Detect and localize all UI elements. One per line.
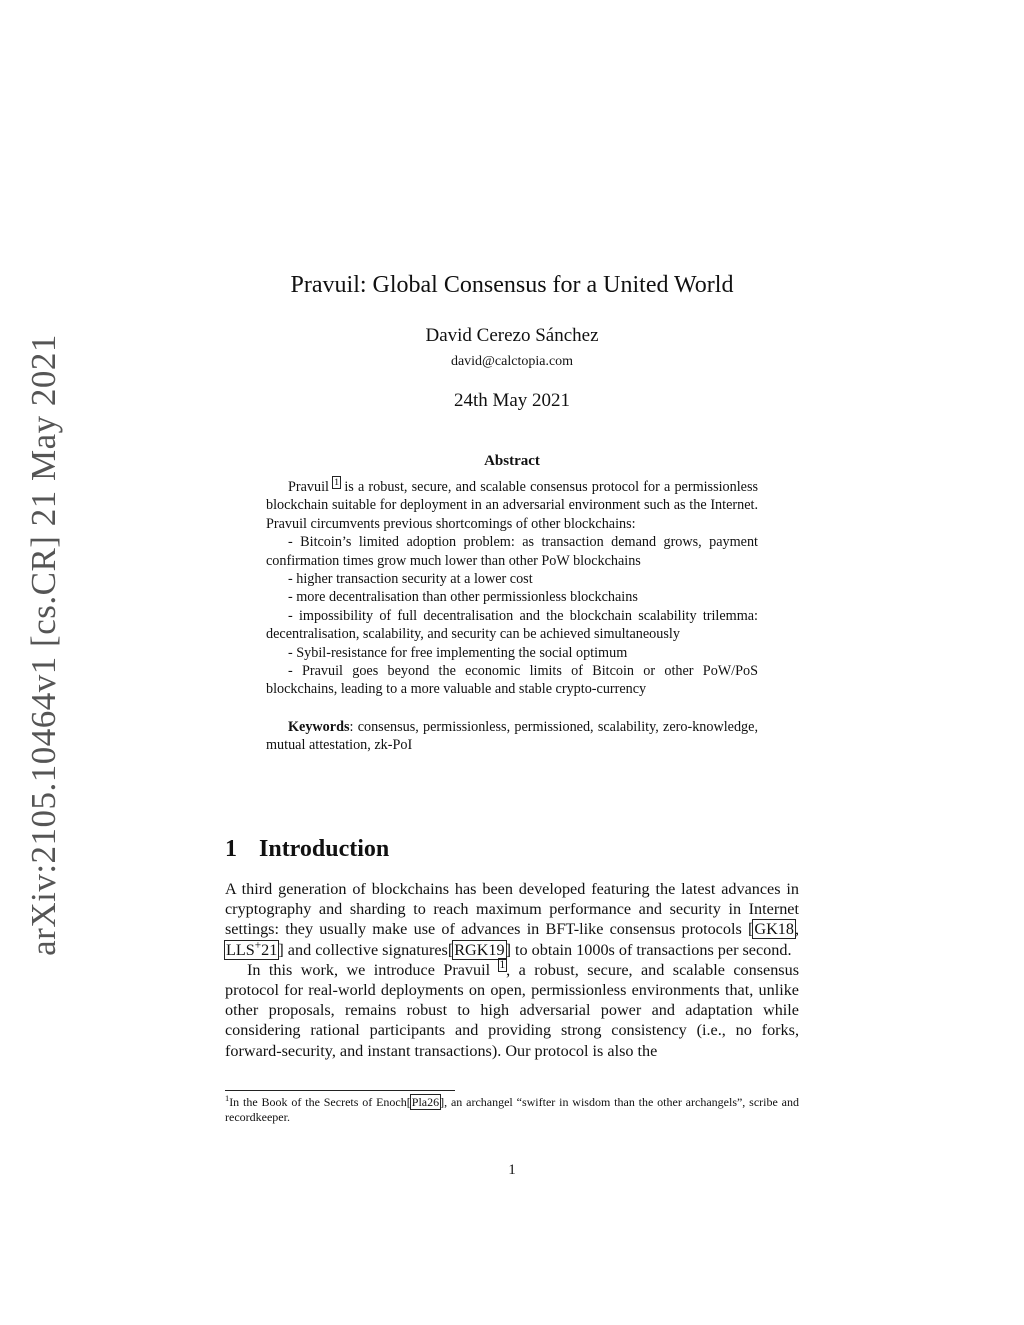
introduction-body [225, 879, 799, 1061]
section-heading [225, 836, 389, 863]
keywords [266, 718, 758, 755]
citation-lls21-sup: + [254, 939, 262, 952]
abstract-item: - higher transaction security at a lower cost [288, 571, 533, 588]
abstract-body [266, 478, 758, 755]
abstract-item: - impossibility of full decentralisation and the blockchain scalability trilemma: decentralisation, scalability, and security can be achieved simultaneously [266, 607, 758, 643]
footnote: $^1$In the Book of the Secrets of Enoch[Pla26], an archangel “swifter in wisdom than the other archangels”, scribe and recordkeeper. [225, 1094, 799, 1125]
citation-rgk19[interactable]: RGK19 [454, 940, 505, 959]
keywords-label: Keywords [288, 718, 350, 735]
abstract-item: - Sybil-resistance for free implementing the social optimum [288, 644, 628, 661]
footnote-link[interactable]: 1 [499, 959, 506, 972]
abstract-intro-start: Pravuil [288, 479, 334, 495]
page-number: 1 [508, 1162, 516, 1178]
keywords-list: : consensus, permissionless, permissioned, scalability, zero-knowledge, mutual attestation, zk-PoI [266, 718, 758, 754]
abstract-item: - Pravuil goes beyond the economic limits of Bitcoin or other PoW/PoS blockchains, leading to a more valuable and stable crypto-currency [266, 663, 758, 698]
citation-separator: , [794, 920, 799, 939]
author-email: david@calctopia.com [450, 354, 574, 369]
abstract-item: - more decentralisation than other permissionless blockchains [288, 589, 638, 606]
intro-paragraph-2 [225, 960, 799, 1061]
footnote-text: In the Book of the Secrets of Enoch [229, 1095, 407, 1109]
intro-text: A third generation of blockchains has been developed featuring the latest advances in cryptography and sharding to reach maximum performance and security in Internet settings: they usually make use of advances in BFT-like consensus protocols [225, 880, 799, 939]
section-number: 1 [225, 836, 237, 862]
abstract-heading: Abstract [484, 453, 540, 469]
footnote-divider [225, 1090, 455, 1091]
section-title: Introduction [259, 836, 390, 862]
arxiv-sidebar [23, 334, 65, 956]
arxiv-identifier: arXiv:2105.10464v1 [cs.CR] 21 May 2021 [24, 334, 63, 956]
intro-text: and collective signatures [283, 940, 448, 959]
citation-pla26[interactable]: Pla26 [411, 1095, 440, 1109]
author-name: David Cerezo Sánchez [425, 325, 599, 346]
citation-gk18[interactable]: GK18 [754, 920, 794, 939]
intro-text: to obtain 1000s of transactions per second. [510, 940, 792, 959]
footnote-link[interactable]: 1 [334, 477, 340, 489]
abstract-intro-rest: is a robust, secure, and scalable consensus protocol for a permissionless blockchain suitable for deployment in an adversarial environment such as the Internet. Pravuil circumvents previous shortcomings of other blockchains: [266, 479, 758, 532]
paper-date: 24th May 2021 [453, 390, 571, 411]
citation-lls21[interactable] [225, 941, 278, 959]
intro-text: , a robust, secure, and scalable consensus protocol for real-world deployments on open, permissionless environments that, unlike other proposals, remains robust to high adversarial power and adaptation while considering rational participants and providing strong consistency (i.e., no forks, forward-security, and instant transactions). Our protocol is also the [225, 960, 799, 1060]
footnote-text: , an archangel “swifter in wisdom than the other archangels”, scribe and recordkeeper. [225, 1095, 799, 1125]
footnote-mark: 1 [225, 1094, 230, 1103]
intro-text: In this work, we introduce Pravuil [247, 960, 499, 979]
abstract-item: - Bitcoin’s limited adoption problem: as transaction demand grows, payment confirmation times grow much lower than other PoW blockchains [266, 534, 758, 569]
paper-title: Pravuil: Global Consensus for a United World [290, 272, 734, 298]
intro-paragraph-1: A third generation of blockchains has been developed featuring the latest advances in cryptography and sharding to reach maximum performance and security in Internet settings: they usually make use of advances in BFT-like consensus protocols [GK18, LLS+21] and collective signatures[RGK19] to obtain 1000s of transactions per second. [225, 880, 799, 959]
citation-lls21-year: 21 [261, 940, 278, 959]
citation-lls21-base: LLS [226, 940, 255, 959]
abstract-intro [266, 478, 758, 533]
